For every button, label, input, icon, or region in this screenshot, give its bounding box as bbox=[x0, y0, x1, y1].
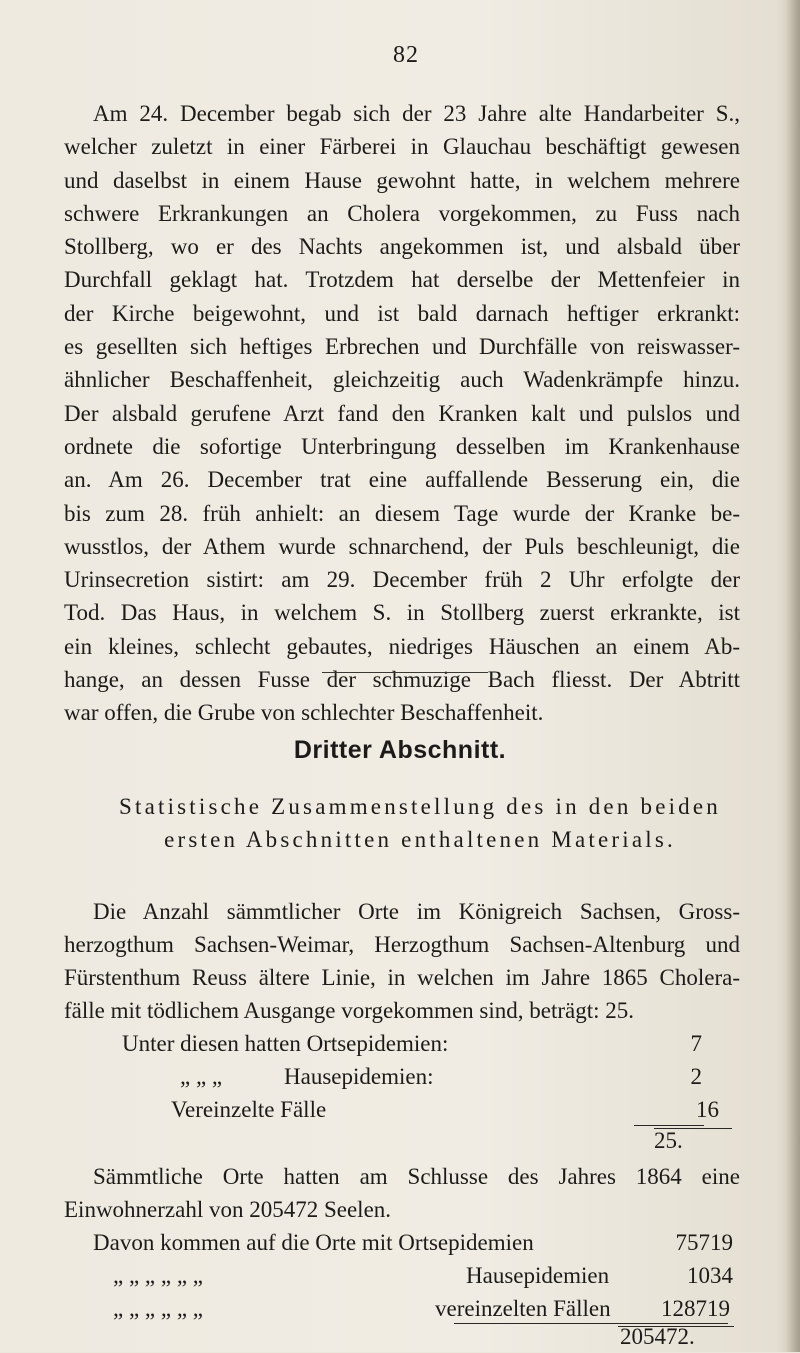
text-line: hange, an dessen Fusse der schmuzige Bach fliesst. Der Abtritt bbox=[64, 667, 740, 693]
row-value: 7 bbox=[690, 1031, 702, 1056]
row-value: 16 bbox=[696, 1097, 719, 1122]
row-value: 1034 bbox=[687, 1263, 733, 1288]
table-total: 25. bbox=[654, 1128, 683, 1153]
text-line: Urinsecretion sistirt: am 29. December früh 2 Uhr erfolgte der bbox=[64, 567, 740, 593]
row-label: Hausepidemien bbox=[466, 1263, 610, 1288]
row-label: Unter diesen hatten Ortsepidemien: bbox=[122, 1031, 449, 1056]
table-row bbox=[171, 1093, 771, 1126]
statistics-paragraph bbox=[64, 895, 740, 1027]
section-divider-rule bbox=[322, 672, 488, 673]
text-line: bis zum 28. früh anhielt: an diesem Tage wurde der Kranke be- bbox=[64, 500, 740, 526]
text-line: wusstlos, der Athem wurde schnarchend, der Puls beschleunigt, die bbox=[64, 533, 740, 559]
population-paragraph bbox=[64, 1160, 740, 1227]
text-line: Stollberg, wo er des Nachts angekommen ist, und alsbald über bbox=[64, 234, 740, 260]
row-value: 128719 bbox=[661, 1296, 730, 1321]
text-line: Am 24. December begab sich der 23 Jahre alte Handarbeiter S., bbox=[93, 101, 740, 126]
ditto-marks: „ „ „ „ „ „ bbox=[113, 1263, 204, 1288]
row-label: vereinzelten Fällen bbox=[435, 1296, 611, 1321]
row-label: Vereinzelte Fälle bbox=[171, 1097, 327, 1122]
table-total: 205472. bbox=[620, 1324, 695, 1349]
page-edge-shadow bbox=[786, 0, 800, 1352]
text-line: ordnete die sofortige Unterbringung desselben im Krankenhause bbox=[64, 433, 740, 459]
text-line: und daselbst in einem Hause gewohnt hatte, in welchem mehrere bbox=[64, 167, 740, 193]
section-subtitle-line: ersten Abschnitten enthaltenen Materials. bbox=[164, 827, 676, 852]
text-line: Durchfall geklagt hat. Trotzdem hat derselbe der Mettenfeier in bbox=[64, 267, 740, 293]
text-line: ein kleines, schlecht gebautes, niedriges Häuschen an einem Ab- bbox=[64, 633, 740, 659]
text-line: Der alsbald gerufene Arzt fand den Kranken kalt und pulslos und bbox=[64, 400, 740, 426]
section-subtitle-line: Statistische Zusammenstellung des in den beiden bbox=[118, 794, 721, 819]
text-line: ähnlicher Beschaffenheit, gleichzeitig auch Wadenkrämpfe hinzu. bbox=[64, 367, 740, 393]
ditto-marks: „ „ „ „ „ „ bbox=[113, 1296, 204, 1321]
row-label: Davon kommen auf die Orte mit Ortsepidemien bbox=[93, 1230, 534, 1255]
table-row bbox=[122, 1027, 722, 1060]
case-report-paragraph bbox=[64, 97, 740, 730]
text-line: Tod. Das Haus, in welchem S. in Stollberg zuerst erkrankte, ist bbox=[64, 600, 740, 626]
row-value: 75719 bbox=[675, 1230, 733, 1255]
text-line: welcher zuletzt in einer Färberei in Glauchau beschäftigt gewesen bbox=[64, 134, 740, 160]
section-heading: Dritter Abschnitt. bbox=[293, 736, 507, 764]
row-label: Hausepidemien: bbox=[284, 1064, 434, 1089]
text-line: es gesellten sich heftiges Erbrechen und Durchfälle von reiswasser- bbox=[64, 334, 740, 360]
page-number: 82 bbox=[393, 42, 419, 68]
text-line: der Kirche beigewohnt, und ist bald darnach heftiger erkrankt: bbox=[64, 300, 740, 326]
table-row bbox=[180, 1060, 780, 1093]
table-row bbox=[93, 1226, 743, 1259]
text-line: war offen, die Grube von schlechter Beschaffenheit. bbox=[64, 700, 544, 726]
table-row bbox=[113, 1259, 763, 1292]
text-line: herzogthum Sachsen-Weimar, Herzogthum Sachsen-Altenburg und bbox=[64, 932, 740, 957]
text-line: schwere Erkrankungen an Cholera vorgekommen, zu Fuss nach bbox=[64, 200, 740, 226]
text-line: fälle mit tödlichem Ausgange vorgekommen sind, beträgt: 25. bbox=[64, 998, 634, 1023]
ditto-marks: „ „ „ bbox=[180, 1064, 223, 1089]
row-value: 2 bbox=[690, 1064, 702, 1089]
text-line: Fürstenthum Reuss ältere Linie, in welchen im Jahre 1865 Cholera- bbox=[64, 965, 740, 990]
text-line: Die Anzahl sämmtlicher Orte im Königreich Sachsen, Gross- bbox=[93, 899, 740, 924]
text-line: an. Am 26. December trat eine auffallende Besserung ein, die bbox=[64, 467, 740, 493]
text-line: Einwohnerzahl von 205472 Seelen. bbox=[64, 1197, 392, 1223]
text-line: Sämmtliche Orte hatten am Schlusse des Jahres 1864 eine bbox=[93, 1164, 740, 1189]
